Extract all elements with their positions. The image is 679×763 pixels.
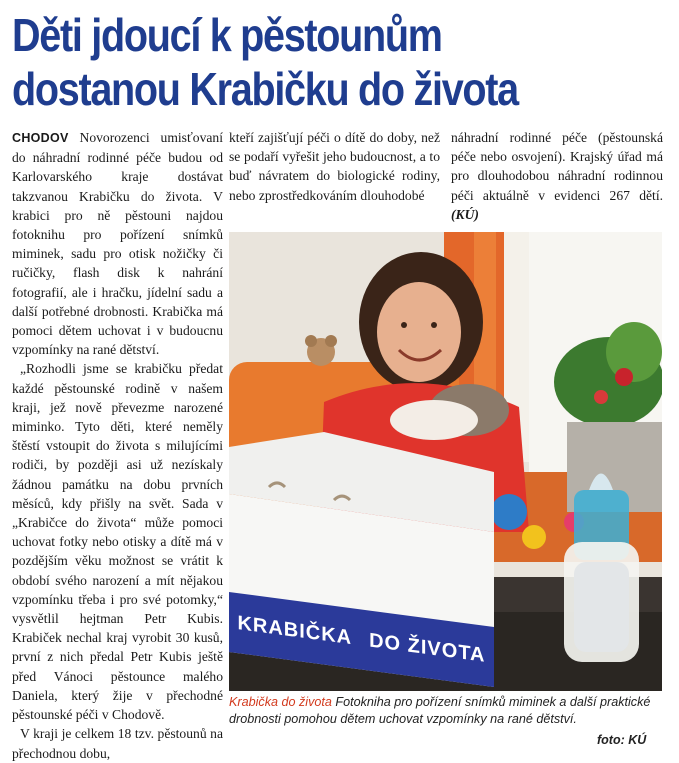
photo-credit: foto: KÚ xyxy=(597,733,647,747)
article-photo xyxy=(229,232,662,691)
caption-title: Krabička do života xyxy=(229,695,332,709)
dateline: CHODOV xyxy=(12,131,69,145)
author-signature: (KÚ) xyxy=(451,206,479,222)
article-column-1 xyxy=(12,128,223,763)
article-paragraph: V kraji je celkem 18 tzv. pěstounů na přechodnou dobu, xyxy=(12,726,223,761)
headline-line-2: dostanou Krabičku do života xyxy=(12,63,518,115)
caption-text: Fotokniha pro pořízení snímků miminek a další praktické drobnosti pomohou dětem uchovat vzpomínky na rané dětství. xyxy=(229,695,651,726)
headline-line-1: Děti jdoucí k pěstounům xyxy=(12,9,442,61)
article-paragraph: „Rozhodli jsme se krabičku předat každé pěstounské rodině v našem kraji, jež nově převezme narozené miminko. Tyto děti, které neměly štěstí vstoupit do života s milujícími rodiči, by později asi už nezískaly žádnou památku na dobu prvních měsíců, kdy přišly na svět. Sada v „Krabičce do života“ může pomoci uchovat fotky nebo otisky a dítě má v pozdějším věku možnost se vrátit k období svého narození a mít nějakou vzpomínku třeba i pro své potomky,“ vysvětlil hejtman Petr Kubis. Krabiček nechal kraj vyrobit 30 kusů, první z nich předal Petr Kubis ještě před Vánoci pěstounce malého Daniela, který žije v přechodné pěstounské péči v Chodově. xyxy=(12,361,223,723)
photo-caption xyxy=(229,694,663,728)
box-label-left: KRABIČKA xyxy=(237,611,353,649)
article-paragraph: CHODOV Novorozenci umisťovaní do náhradní rodinné péče budou od Karlovarského kraje dostávat takzvanou Krabičku do života. V krabici pro ně pěstouni najdou fotoknihu pro pořízení snímků miminek, sadu pro otisk nožičky či ručičky, flash disk k nahrání fotografií, ale i hračku, jídelní sadu a další potřebné drobnosti. Krabička má pomoci dětem uchovat i v budoucnu vzpomínky na rané dětství. xyxy=(12,130,223,358)
box-label-right: DO ŽIVOTA xyxy=(369,628,486,667)
article-column-2 xyxy=(229,128,440,205)
headline xyxy=(12,8,580,116)
article-column-3 xyxy=(451,128,663,224)
article-paragraph: náhradní rodinné péče (pěstounská péče nebo osvojení). Krajský úřad má pro dlouhodobou náhradní rodinnou péči aktuálně v evidenci 267 dětí. (KÚ) xyxy=(451,130,663,222)
article-paragraph: kteří zajišťují péči o dítě do doby, než se podaří vyřešit jeho budoucnost, a to buď návratem do biologické rodiny, nebo zprostředkováním dlouhodobé xyxy=(229,130,440,203)
